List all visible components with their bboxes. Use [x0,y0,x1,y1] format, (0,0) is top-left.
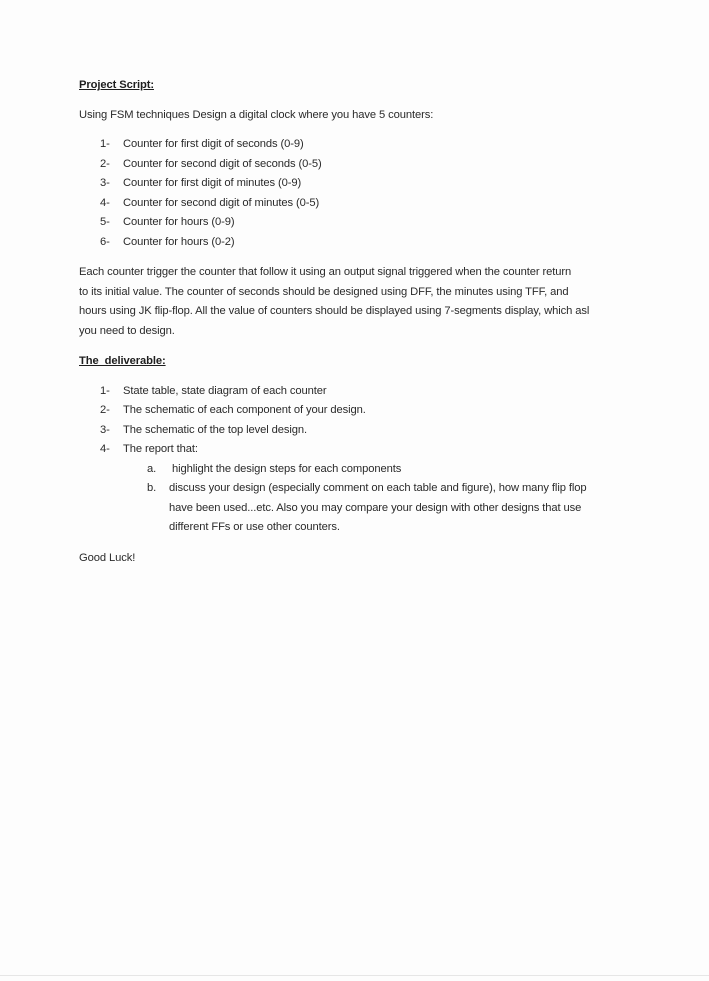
sub-list-letter: a. [147,462,157,475]
counter-description-paragraph [79,263,669,341]
sub-list-item-line: discuss your design (especially comment on each table and figure), how many flip flop [169,482,587,494]
paragraph-line: you need to design. [79,324,175,337]
list-item-text: Counter for first digit of seconds (0-9) [123,138,304,150]
list-item [79,155,679,175]
list-item [79,213,679,233]
report-sublist [79,460,679,538]
list-item [79,194,679,214]
list-item [79,233,679,253]
paragraph-line: to its initial value. The counter of seconds should be designed using DFF, the minutes using TFF, and [79,285,569,298]
list-item-text: Counter for second digit of seconds (0-5) [123,157,322,170]
sub-list-item-line: have been used...etc. Also you may compare your design with other designs that use [169,501,582,514]
paragraph-line: hours using JK flip-flop. All the value of counters should be displayed using 7-segments display, which asl [79,305,590,317]
document-content [79,76,679,568]
list-number: 4- [100,196,110,209]
deliverable-list [79,382,679,460]
list-number: 3- [100,423,110,436]
intro-paragraph: Using FSM techniques Design a digital clock where you have 5 counters: [79,108,434,121]
list-item [79,174,679,194]
list-number: 5- [100,216,110,228]
project-script-heading: Project Script: [79,79,154,91]
list-item [79,401,679,421]
list-item [79,135,679,155]
list-item-text: Counter for hours (0-2) [123,235,235,248]
closing-text: Good Luck! [79,551,136,564]
list-number: 1- [100,384,110,397]
list-item-text: The report that: [123,443,198,455]
list-number: 2- [100,404,110,416]
list-number: 4- [100,443,110,455]
sub-list-letter: b. [147,482,157,494]
list-item-text: Counter for hours (0-9) [123,216,235,228]
sub-list-item-line: different FFs or use other counters. [169,521,340,533]
list-number: 3- [100,177,110,189]
list-number: 1- [100,138,110,150]
list-item [79,440,679,460]
sub-list-item [79,479,679,538]
list-item [79,382,679,402]
sub-list-item [79,460,679,480]
paragraph-line: Each counter trigger the counter that follow it using an output signal triggered when the counter return [79,266,572,278]
sub-list-item-line: highlight the design steps for each components [172,462,402,475]
deliverable-heading: The deliverable: [79,355,166,367]
list-item-text: The schematic of each component of your design. [123,404,366,416]
list-item-text: State table, state diagram of each counter [123,384,327,397]
list-number: 6- [100,235,110,248]
page-bottom-edge [0,975,709,976]
counter-list [79,135,679,252]
list-item-text: Counter for first digit of minutes (0-9) [123,177,302,189]
list-item [79,421,679,441]
list-item-text: Counter for second digit of minutes (0-5) [123,196,320,209]
list-number: 2- [100,157,110,170]
list-item-text: The schematic of the top level design. [123,423,308,436]
